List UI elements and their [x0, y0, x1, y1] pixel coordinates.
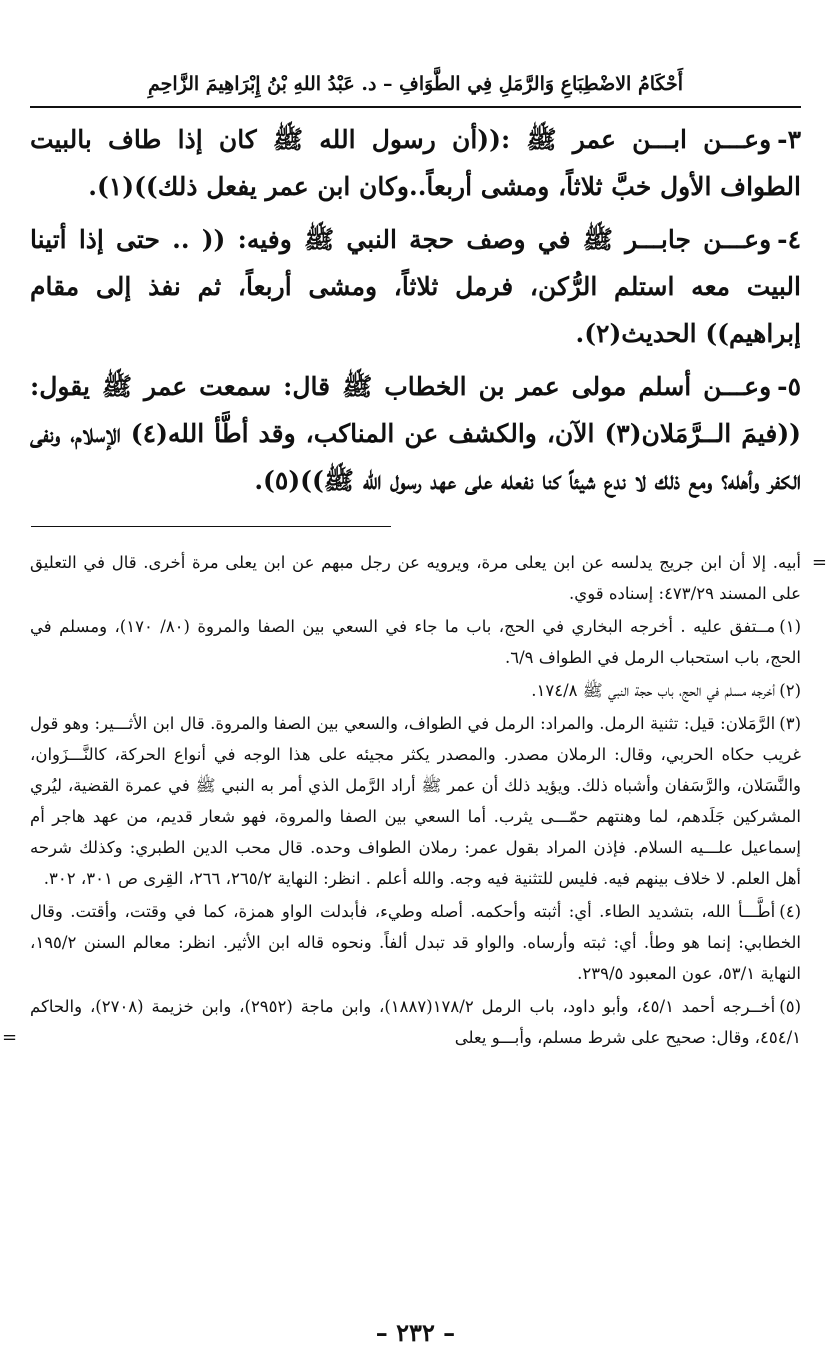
footnote-text: أبيه. إلا أن ابن جريج يدلسه عن ابن يعلى مرة، ويرويه عن رجل مبهم عن ابن يعلى مرة أخرى. قال في التعليق على المسند ٤٧٣/٢٩: إسناده قوي.: [30, 553, 801, 603]
footnote-text: مــتفق عليه . أخرجه البخاري في الحج، باب ما جاء في السعي بين الصفا والمروة (٨٠/ ١٧٠)، ومسلم في الحج، باب استحباب الرمل في الطواف ٦/٩.: [30, 617, 801, 667]
footnote-separator-wrap: [30, 526, 801, 527]
footnotes: [2, 547, 827, 1053]
hadith-number: ٥-: [777, 372, 801, 401]
footnote-text: أخرجه مسلم في الحج، باب حجة النبي ﷺ ١٧٤/٨.: [531, 681, 776, 700]
footnote-number: (٣): [779, 714, 801, 733]
hadith-text: وعـــن أسلم مولى عمر بن الخطاب ﷺ قال: سمعت عمر ﷺ يقول: ((فيمَ الــرَّمَلان(٣) الآن، والكشف عن المناكب، وقد أطَّأ الله(٤) الإسلام، ونفى الكفر وأهله؟ ومع ذلك لا ندع شيئاً كنا نفعله على عهد رسول الله ﷺ))(٥).: [30, 372, 801, 495]
footnote-number: (٥): [779, 997, 801, 1016]
footnote-text: الرَّمَلان: قيل: تثنية الرمل. والمراد: الرمل في الطواف، والسعي بين الصفا والمروة. قال ابن الأثـــير: وهو قول غريب حكاه الحربي، وقال: الرملان مصدر. والمصدر يكثر مجيئه على هذا الوجه في أنواع الحركة، كالنَّـــزَوان، والنَّسَلان، والرَّسَفان وأشباه ذلك. ويؤيد ذلك أن عمر ﷺ أراد الرَّمل الذي أمر به النبي ﷺ في عمرة القضية، ليُري المشركين جَلَدهم، لما وهنتهم حمّـــى يثرب. أما السعي بين الصفا والمروة، فهو شعار قديم، من عهد هاجر أم إسماعيل علـــيه السلام. فإذن المراد بقول عمر: رملان الطواف وحده. قال محب الدين الطبري: وكذلك شرحه أهل العلم. لا خلاف بينهم فيه. فليس للتثنية فيه وجه. والله أعلم . انظر: النهاية ٢٦٥/٢، ٢٦٦، القِرى ص ٣٠١، ٣٠٢.: [30, 714, 801, 888]
continuation-mark: =: [2, 1027, 18, 1048]
footnote-item: [30, 675, 801, 706]
hadith-number: ٣-: [777, 125, 801, 154]
document-page: [2, 62, 827, 1302]
footnote-text: أخــرجه أحمد ٤٥/١، وأبو داود، باب الرمل ١٧٨/٢(١٨٨٧)، وابن ماجة (٢٩٥٢)، وابن خزيمة (٢٧٠٨)، والحاكم ٤٥٤/١، وقال: صحيح على شرط مسلم، وأبـــو يعلى: [30, 997, 801, 1047]
hadith-item: [30, 116, 801, 210]
continuation-mark: =: [811, 552, 827, 573]
running-header: أَحْكَامُ الاضْطِبَاعِ وَالرَّمَلِ فِي الطَّوَافِ – د. عَبْدُ اللهِ بْنُ إِبْرَاهِيمَ الزَّاحِمِ: [30, 62, 801, 108]
footnote-item: [30, 708, 801, 894]
hadith-item: [30, 363, 801, 504]
footnote-item: [30, 896, 801, 989]
hadith-number: ٤-: [777, 225, 801, 254]
hadith-text: وعـــن جابـــر ﷺ في وصف حجة النبي ﷺ وفيه: (( .. حتى إذا أتينا البيت معه استلم الرُّكن، فرمل ثلاثاً، ومشى أربعاً، ثم نفذ إلى مقام إبراهيم)) الحديث(٢).: [30, 225, 801, 348]
hadith-text: وعـــن ابـــن عمر ﷺ :((أن رسول الله ﷺ كان إذا طاف بالبيت الطواف الأول خبَّ ثلاثاً، ومشى أربعاً..وكان ابن عمر يفعل ذلك))(١).: [30, 125, 801, 201]
footnote-number: (١): [779, 617, 801, 636]
footnote-separator: [31, 526, 391, 527]
footnote-item: [30, 611, 801, 673]
page-number: – ٢٣٢ –: [375, 1318, 456, 1347]
footnote-item: [2, 991, 801, 1053]
hadith-list: [30, 116, 801, 504]
footnote-text: أطَّـــأ الله، بتشديد الطاء. أي: أثبته وأحكمه. أصله وطيء، فأبدلت الواو همزة، كما في وقتت، وأقتت. وقال الخطابي: إنما هو وطأ. أي: ثبته وأرساه. والواو قد تبدل ألفاً. ونحوه قاله ابن الأثير. انظر: معالم السنن ١٩٥/٢، النهاية ٥٣/١، عون المعبود ٢٣٩/٥.: [30, 902, 801, 983]
footnote-item: [30, 547, 827, 609]
hadith-item: [30, 216, 801, 357]
footnote-number: (٢): [779, 681, 801, 700]
footnote-number: (٤): [779, 902, 801, 921]
